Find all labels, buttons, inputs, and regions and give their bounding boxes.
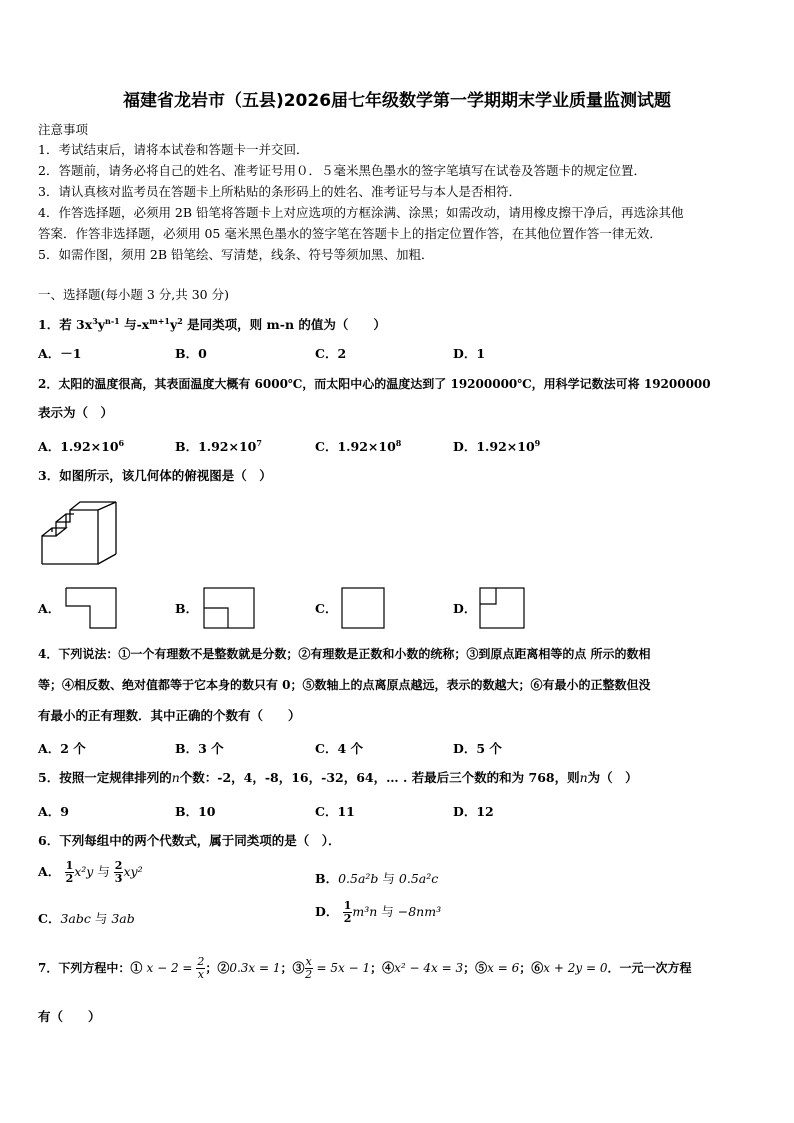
q2-option-b[interactable]: B．$1.92\times 10^7$: [175, 437, 262, 454]
q2-option-d[interactable]: D．$1.92\times 10^9$: [453, 437, 541, 454]
q3-option-c-figure: [340, 586, 386, 630]
q2-stem-line1: 2．太阳的温度很高，其表面温度大概有 6000℃，而太阳中心的温度达到了 19200000℃，用科学记数法可将 19200000: [38, 377, 711, 391]
q6-option-b[interactable]: B．0.5a²b 与 0.5a²c: [315, 871, 439, 886]
q3-option-a[interactable]: A．: [38, 601, 61, 616]
q6-option-c[interactable]: C．3abc 与 3ab: [38, 911, 135, 926]
q7-stem-line1: 7．下列方程中：① x − 2 = $\frac{2}{x}$ ；②0.3x = 1；③ $\frac{x}{2}$ = 5x − 1；④x² − 4x = 3；⑤x = 6；⑥x + 2y = 0．一元一次方程: [38, 955, 692, 981]
q3-option-a-figure: [64, 586, 118, 630]
q2-stem-line2: 表示为（ ）: [38, 405, 114, 420]
q5-option-a[interactable]: A．9: [38, 804, 69, 819]
q5-option-b[interactable]: B．10: [175, 804, 216, 819]
q5-stem: 5．按照一定规律排列的n个数：-2，4，-8，16，-32，64，… . 若最后三个数的和为 768，则n为（ ）: [38, 770, 638, 785]
q1-option-a[interactable]: A．－1: [38, 346, 82, 361]
q3-option-d[interactable]: D．: [453, 601, 477, 616]
notice-item-5: 5．如需作图，须用 2B 铅笔绘、写清楚，线条、符号等须加黑、加粗．: [38, 247, 434, 262]
section-heading: 一、选择题(每小题 3 分,共 30 分): [38, 287, 229, 302]
q7-stem-line2: 有（ ）: [38, 1009, 101, 1024]
q4-option-d[interactable]: D．5 个: [453, 741, 502, 756]
notice-item-3: 3．请认真核对监考员在答题卡上所粘贴的条形码上的姓名、准考证号与本人是否相符．: [38, 184, 521, 199]
q4-stem-line1: 4．下列说法：①一个有理数不是整数就是分数；②有理数是正数和小数的统称；③到原点距离相等的点 所示的数相: [38, 647, 651, 661]
notice-item-1: 1．考试结束后，请将本试卷和答题卡一并交回．: [38, 142, 309, 157]
q6-stem: 6．下列每组中的两个代数式，属于同类项的是（ ）．: [38, 833, 341, 848]
q1-option-c[interactable]: C．2: [315, 346, 347, 361]
q4-option-c[interactable]: C．4 个: [315, 741, 363, 756]
notice-heading: 注意事项: [38, 122, 89, 137]
solid-figure-drawing: [38, 498, 124, 568]
q3-option-b[interactable]: B．: [175, 601, 199, 616]
q2-option-a[interactable]: A．$1.92\times 10^6$: [38, 437, 125, 454]
q3-stem: 3．如图所示，该几何体的俯视图是（ ）: [38, 468, 272, 483]
notice-item-4: 4．作答选择题，必须用 2B 铅笔将答题卡上对应选项的方框涂满、涂黑；如需改动，请用橡皮擦干净后，再选涂其他: [38, 205, 684, 220]
q5-option-d[interactable]: D．12: [453, 804, 494, 819]
notice-item-2: 2．答题前，请务必将自己的姓名、准考证号用０．５毫米黑色墨水的签字笔填写在试卷及答题卡的规定位置．: [38, 163, 646, 178]
q5-option-c[interactable]: C．11: [315, 804, 355, 819]
page-title: 福建省龙岩市（五县)2026届七年级数学第一学期期末学业质量监测试题: [122, 91, 672, 111]
q1-option-d[interactable]: D．1: [453, 346, 486, 361]
q3-option-c[interactable]: C．: [315, 601, 338, 616]
q4-option-b[interactable]: B．3 个: [175, 741, 224, 756]
q3-option-b-figure: [202, 586, 256, 630]
q4-stem-line3: 有最小的正有理数．其中正确的个数有（ ）: [38, 708, 301, 723]
q6-option-d[interactable]: D． $\frac{1}{2}$ m³n 与 −8nm³: [315, 899, 442, 925]
q4-option-a[interactable]: A．2 个: [38, 741, 86, 756]
q1-option-b[interactable]: B．0: [175, 346, 207, 361]
q3-option-d-figure: [478, 586, 526, 630]
q6-option-a[interactable]: A． $\frac{1}{2}$ x²y 与 $\frac{2}{3}$ xy²: [38, 859, 143, 885]
q2-option-c[interactable]: C．$1.92\times 10^8$: [315, 437, 402, 454]
q1-stem: 1．若 $3x^3y^{n-1}$ 与$-x^{m+1}y^2$ 是同类项，则 m-n 的值为（ ）: [38, 316, 386, 333]
q4-stem-line2: 等；④相反数、绝对值都等于它本身的数只有 0；⑤数轴上的点离原点越远，表示的数越大；⑥有最小的正整数但没: [38, 678, 651, 692]
notice-item-4-cont: 答案．作答非选择题，必须用 05 毫米黑色墨水的签字笔在答题卡上的指定位置作答，在其他位置作答一律无效．: [38, 226, 662, 241]
